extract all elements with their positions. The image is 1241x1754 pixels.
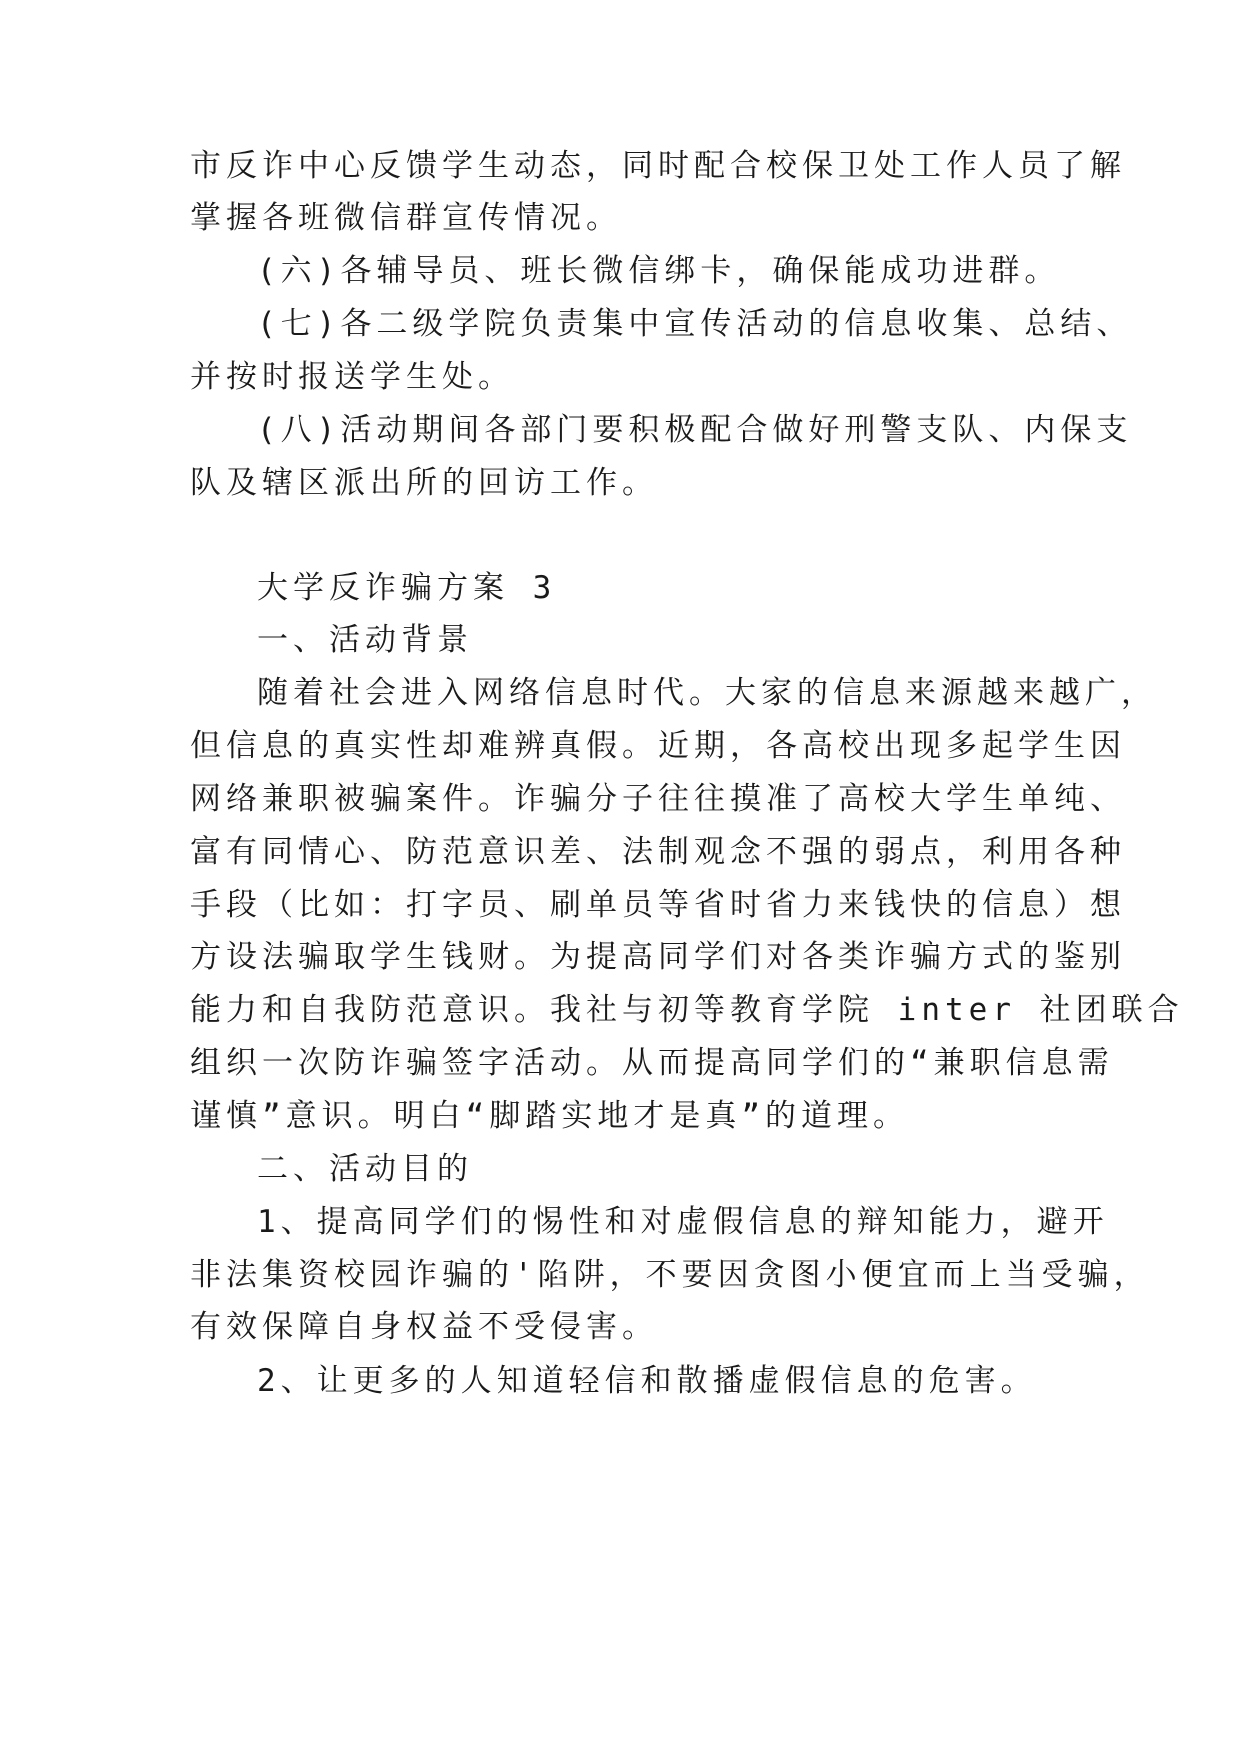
text-line: 有效保障自身权益不受侵害。 xyxy=(190,1309,658,1345)
section-heading: 二、活动目的 xyxy=(257,1151,473,1187)
list-item: (八)活动期间各部门要积极配合做好刑警支队、内保支 xyxy=(257,412,1133,448)
text-line: 市反诈中心反馈学生动态，同时配合校保卫处工作人员了解 xyxy=(190,148,1126,184)
text-line: 方设法骗取学生钱财。为提高同学们对各类诈骗方式的鉴别 xyxy=(190,939,1126,975)
list-item: 2、让更多的人知道轻信和散播虚假信息的危害。 xyxy=(257,1363,1037,1399)
text-line: 能力和自我防范意识。我社与初等教育学院 inter 社团联合 xyxy=(190,992,1184,1028)
text-line: 组织一次防诈骗签字活动。从而提高同学们的“兼职信息需 xyxy=(190,1045,1114,1081)
text-line: 随着社会进入网络信息时代。大家的信息来源越来越广， xyxy=(257,675,1157,711)
list-item: (七)各二级学院负责集中宣传活动的信息收集、总结、 xyxy=(257,306,1133,342)
text-line: 但信息的真实性却难辨真假。近期，各高校出现多起学生因 xyxy=(190,728,1126,764)
section-title: 大学反诈骗方案 3 xyxy=(257,570,557,606)
list-item: 1、提高同学们的惕性和对虚假信息的辩知能力，避开 xyxy=(257,1204,1109,1240)
text-line: 掌握各班微信群宣传情况。 xyxy=(190,200,622,236)
section-heading: 一、活动背景 xyxy=(257,622,473,658)
text-line: 手段（比如：打字员、刷单员等省时省力来钱快的信息）想 xyxy=(190,887,1126,923)
text-line: 并按时报送学生处。 xyxy=(190,359,514,395)
text-line: 富有同情心、防范意识差、法制观念不强的弱点，利用各种 xyxy=(190,834,1126,870)
list-item: (六)各辅导员、班长微信绑卡，确保能成功进群。 xyxy=(257,253,1061,289)
text-line: 谨慎”意识。明白“脚踏实地才是真”的道理。 xyxy=(190,1098,909,1134)
text-line: 网络兼职被骗案件。诈骗分子往往摸准了高校大学生单纯、 xyxy=(190,781,1126,817)
text-line: 队及辖区派出所的回访工作。 xyxy=(190,465,658,501)
text-line: 非法集资校园诈骗的'陷阱，不要因贪图小便宜而上当受骗， xyxy=(190,1257,1150,1293)
